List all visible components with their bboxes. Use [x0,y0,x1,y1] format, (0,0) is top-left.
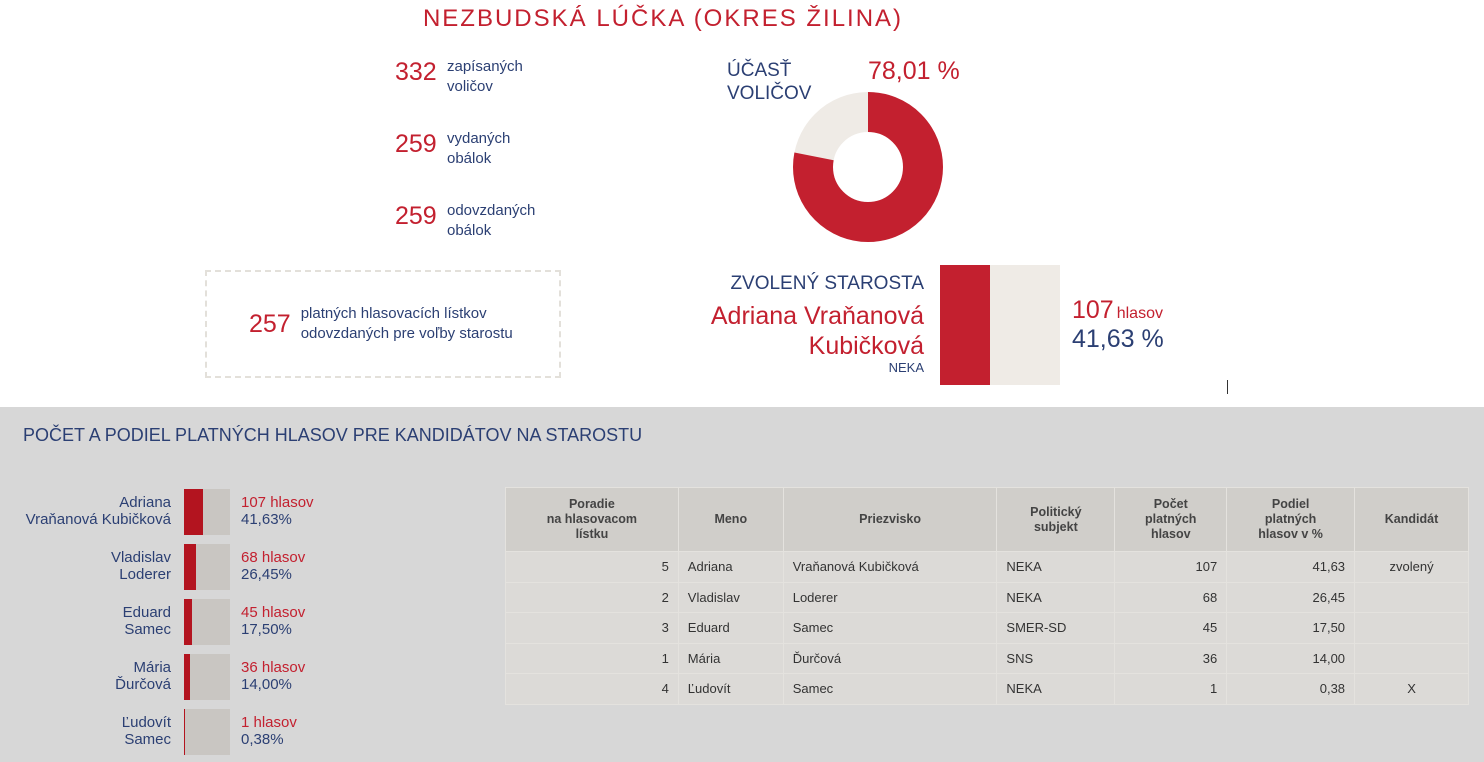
table-cell: 107 [1115,552,1227,583]
elected-mayor-percent: 41,63 % [1072,325,1164,353]
table-cell: NEKA [997,552,1115,583]
table-cell: zvolený [1355,552,1469,583]
table-cell [1355,643,1469,674]
stat-number: 259 [395,202,437,230]
table-cell: 2 [506,582,679,613]
candidate-percent: 41,63% [241,511,292,528]
text-cursor [1227,380,1228,394]
candidate-share-fill [184,544,196,590]
table-cell: Samec [783,674,997,705]
table-cell: 14,00 [1227,643,1355,674]
table-cell: Vladislav [678,582,783,613]
stat-issued-envelopes [395,129,567,169]
table-header-row [506,488,1469,552]
elected-mayor-share-bar [940,265,1060,385]
candidate-votes: 107 hlasov [241,494,314,511]
table-cell: Ľudovít [678,674,783,705]
table-cell: 5 [506,552,679,583]
table-cell: 45 [1115,613,1227,644]
table-cell: SNS [997,643,1115,674]
elected-mayor-votes: 107 hlasov [1072,296,1163,324]
candidate-share-fill [184,599,192,645]
candidate-name: Vladislav Loderer [110,549,171,583]
table-header-cell: Poradie na hlasovacom lístku [506,488,679,552]
table-row [506,674,1469,705]
valid-ballots-label: platných hlasovacích lístkov odovzdaných pre voľby starostu [300,305,513,342]
valid-ballots-number: 257 [249,309,291,338]
turnout-donut-chart [792,91,944,243]
table-body [506,552,1469,705]
table-cell: 4 [506,674,679,705]
table-cell: 41,63 [1227,552,1355,583]
table-row [506,552,1469,583]
candidate-votes: 68 hlasov [241,549,306,566]
table-cell: Eduard [678,613,783,644]
table-cell: NEKA [997,674,1115,705]
table-row [506,643,1469,674]
table-cell: 36 [1115,643,1227,674]
candidate-name: Adriana Vraňanová Kubičková [25,494,171,528]
elected-mayor-share-fill [940,265,990,385]
candidate-share-bar [184,544,230,590]
table-cell: Vraňanová Kubičková [783,552,997,583]
table-cell: 1 [506,643,679,674]
candidate-share-fill [184,489,203,535]
candidate-item [0,489,480,535]
elected-mayor-name: Adriana Vraňanová Kubičková [710,302,924,360]
elected-mayor-party: NEKA [888,360,924,375]
stat-label: odovzdaných obálok [447,202,536,239]
candidate-share-bar [184,489,230,535]
candidate-share-bar [184,599,230,645]
table-row [506,613,1469,644]
page-title: NEZBUDSKÁ LÚČKA (OKRES ŽILINA) [422,5,904,32]
table-header-cell: Priezvisko [783,488,997,552]
candidate-item [0,654,480,700]
candidate-name: Ľudovít Samec [121,714,171,748]
candidate-item [0,544,480,590]
table-cell: 68 [1115,582,1227,613]
candidate-share-bar [184,709,230,755]
elected-mayor-label: ZVOLENÝ STAROSTA [730,273,924,294]
candidate-percent: 14,00% [241,676,292,693]
candidate-item [0,709,480,755]
stat-label: zapísaných voličov [447,58,523,95]
turnout-value: 78,01 % [868,57,960,85]
table-header-cell: Kandidát [1355,488,1469,552]
table-cell: Ďurčová [783,643,997,674]
table-row [506,582,1469,613]
candidate-share-fill [184,654,190,700]
stat-number: 259 [395,130,437,158]
table-cell: 3 [506,613,679,644]
table-cell [1355,613,1469,644]
table-cell: X [1355,674,1469,705]
stat-submitted-envelopes [395,201,567,241]
stat-number: 332 [395,58,437,86]
table-header-cell: Meno [678,488,783,552]
table-cell: 0,38 [1227,674,1355,705]
candidate-votes: 36 hlasov [241,659,306,676]
candidate-percent: 17,50% [241,621,292,638]
candidate-votes: 1 hlasov [241,714,297,731]
candidate-name: Eduard Samec [122,604,171,638]
table-cell: 17,50 [1227,613,1355,644]
table-cell [1355,582,1469,613]
candidates-section [0,407,1484,762]
table-header-cell: Politický subjekt [997,488,1115,552]
table-cell: NEKA [997,582,1115,613]
table-cell: Mária [678,643,783,674]
candidate-percent: 0,38% [241,731,284,748]
table-cell: Adriana [678,552,783,583]
results-table [505,487,1469,705]
candidate-name: Mária Ďurčová [115,659,171,693]
candidate-item [0,599,480,645]
table-header-cell: Podiel platných hlasov v % [1227,488,1355,552]
turnout-label: ÚČASŤ VOLIČOV [727,60,812,104]
candidate-share-bar [184,654,230,700]
table-cell: Loderer [783,582,997,613]
section-title: POČET A PODIEL PLATNÝCH HLASOV PRE KANDIDÁTOV NA STAROSTU [23,425,643,445]
candidate-votes: 45 hlasov [241,604,306,621]
stat-label: vydaných obálok [447,130,511,167]
stat-registered-voters [395,57,567,97]
candidate-percent: 26,45% [241,566,292,583]
table-cell: 1 [1115,674,1227,705]
table-cell: SMER-SD [997,613,1115,644]
table-cell: Samec [783,613,997,644]
table-cell: 26,45 [1227,582,1355,613]
table-header-cell: Počet platných hlasov [1115,488,1227,552]
valid-ballots-box [205,270,561,378]
